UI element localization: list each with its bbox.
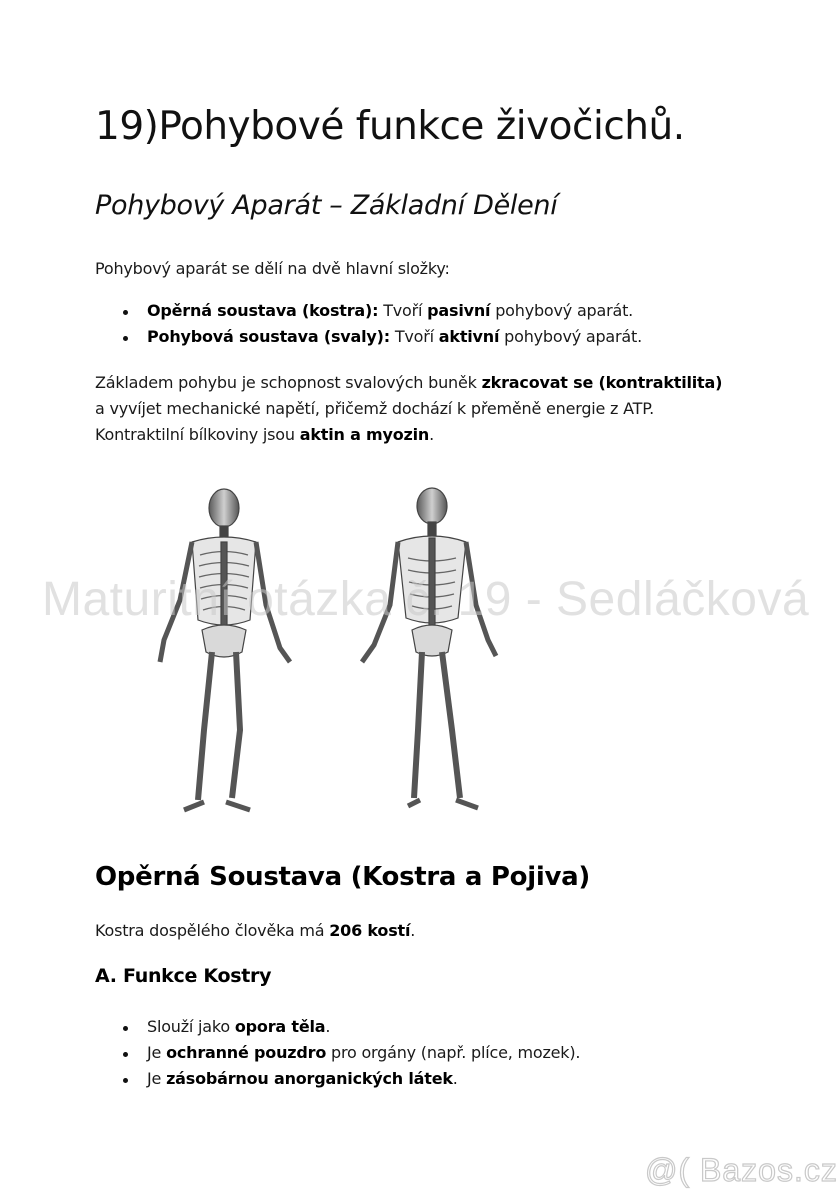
components-list xyxy=(120,298,642,350)
list-item: Opěrná soustava (kostra): Tvoří pasivní pohybový aparát. xyxy=(120,298,642,324)
watermark-text: Maturitní otázka č. 19 - Sedláčková xyxy=(42,573,810,626)
bazos-watermark: @( Bazos.cz xyxy=(645,1152,838,1188)
subsection-heading: A. Funkce Kostry xyxy=(95,965,272,987)
functions-list xyxy=(120,1014,580,1092)
section-heading: Opěrná Soustava (Kostra a Pojiva) xyxy=(95,862,590,892)
basis-paragraph: Základem pohybu je schopnost svalových buněk zkracovat se (kontraktilita) a vyvíjet mechanické napětí, přičemž dochází k přeměně energie z ATP. Kontraktilní bílkoviny jsou aktin a myozin. xyxy=(95,373,723,444)
skeleton-illustration xyxy=(120,480,540,830)
list-item: Slouží jako opora těla. xyxy=(120,1014,580,1040)
list-item: Je ochranné pouzdro pro orgány (např. plíce, mozek). xyxy=(120,1040,580,1066)
skeleton-front-icon xyxy=(160,489,290,810)
list-item: Pohybová soustava (svaly): Tvoří aktivní pohybový aparát. xyxy=(120,324,642,350)
page-title: 19)Pohybové funkce živočichů. xyxy=(95,104,685,149)
bones-count-paragraph: Kostra dospělého člověka má 206 kostí. xyxy=(95,921,416,940)
intro-paragraph: Pohybový aparát se dělí na dvě hlavní složky: xyxy=(95,259,450,278)
list-item: Je zásobárnou anorganických látek. xyxy=(120,1066,580,1092)
skeleton-back-icon xyxy=(362,488,496,808)
section-subtitle: Pohybový Aparát – Základní Dělení xyxy=(95,190,558,221)
